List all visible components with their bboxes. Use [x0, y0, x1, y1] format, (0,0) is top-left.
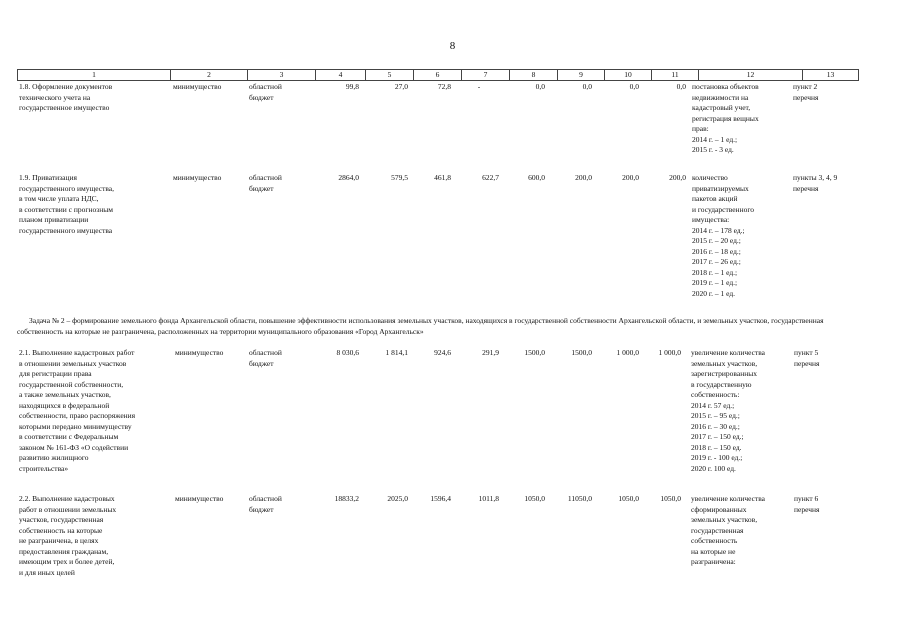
value-2020: 0,0	[676, 82, 686, 91]
reference: пункт 5 перечня	[794, 348, 820, 368]
value-2018: 1500,0	[571, 348, 592, 357]
value-2019: 0,0	[629, 82, 639, 91]
funding-source: областной бюджет	[249, 173, 282, 193]
activity-name: 2.2. Выполнение кадастровых работ в отношении земельных участков, государственная собственность на которые не разграничена, в целях предоставления гражданам, имеющим трех и более детей, и для иных целей	[19, 494, 117, 577]
indicator: постановка объектов недвижимости на кадастровый учет, регистрация вещных прав: 2014 г. – 1 ед.; 2015 г. - 3 ед.	[692, 82, 759, 154]
value-total: 99,8	[345, 82, 359, 91]
column-number: 3	[248, 70, 316, 81]
column-number: 2	[171, 70, 248, 81]
table-row	[17, 494, 862, 589]
reference: пункт 6 перечня	[794, 494, 820, 514]
value-2015: 924,6	[434, 348, 451, 357]
value-2017: 600,0	[528, 173, 545, 182]
reference: пункты 3, 4, 9 перечня	[793, 173, 838, 193]
funding-source: областной бюджет	[249, 348, 282, 368]
activity-name: 2.1. Выполнение кадастровых работ в отношении земельных участков для регистрации права государственной собственности, а также земельных участков, находящихся в федеральной собственности, право распоряжения которыми передано минимуществу в соответствии с Федеральным законом № 161-ФЗ «О содействии развитию жилищного строительства»	[19, 348, 136, 473]
column-number: 1	[18, 70, 171, 81]
activity-name: 1.9. Приватизация государственного имущества, в том числе уплата НДС, в соответствии с прогнозным планом приватизации государственного имущества	[19, 173, 115, 235]
column-number-header	[17, 69, 859, 81]
value-2019: 200,0	[622, 173, 639, 182]
indicator: количество приватизируемых пакетов акций и государственного имущества: 2014 г. – 178 ед.; 2015 г. – 20 ед.; 2016 г. – 18 ед.; 2017 г. – 26 ед.; 2018 г. – 1 ед.; 2019 г. – 1 ед.; 2020 г. – 1 ед.	[692, 173, 754, 298]
value-2017: 1050,0	[524, 494, 545, 503]
table-row	[17, 82, 862, 160]
task-heading: Задача № 2 – формирование земельного фонда Архангельской области, повышение эффективности использования земельных участков, находящихся в государственной собственности Архангельской области, и земельных участков, государственная собственность на которые не разграничена, расположенных на территории муниципального образования «Город Архангельск»	[17, 316, 824, 336]
value-2015: 72,8	[437, 82, 451, 91]
table-row	[17, 348, 862, 483]
column-number: 6	[414, 70, 462, 81]
value-2014: 1 814,1	[385, 348, 408, 357]
value-2018: 200,0	[575, 173, 592, 182]
column-number: 4	[316, 70, 366, 81]
column-number: 12	[699, 70, 803, 81]
activity-name: 1.8. Оформление документов технического учета на государственное имущество	[19, 82, 113, 112]
value-2015: 1596,4	[430, 494, 451, 503]
page-number: 8	[449, 40, 456, 52]
indicator: увеличение количества сформированных земельных участков, государственная собственность на которые не разграничена:	[691, 494, 766, 566]
value-total: 8 030,6	[336, 348, 359, 357]
funding-source: областной бюджет	[249, 494, 282, 514]
executor: минимущество	[173, 173, 222, 182]
value-2017: 0,0	[535, 82, 545, 91]
executor: минимущество	[175, 494, 224, 503]
column-number: 5	[366, 70, 414, 81]
value-2020: 1050,0	[660, 494, 681, 503]
table-row	[17, 173, 862, 303]
value-2016: -	[477, 82, 481, 91]
value-2017: 1500,0	[524, 348, 545, 357]
value-total: 2864,0	[338, 173, 359, 182]
value-2014: 27,0	[394, 82, 408, 91]
value-2016: 291,9	[482, 348, 499, 357]
value-2018: 11050,0	[567, 494, 592, 503]
executor: минимущество	[175, 348, 224, 357]
value-2018: 0,0	[582, 82, 592, 91]
value-2020: 200,0	[669, 173, 686, 182]
value-2016: 622,7	[482, 173, 499, 182]
value-2014: 2025,0	[387, 494, 408, 503]
value-2019: 1 000,0	[616, 348, 639, 357]
column-number: 11	[652, 70, 699, 81]
column-number: 9	[558, 70, 605, 81]
value-2016: 1011,8	[478, 494, 499, 503]
column-number: 10	[605, 70, 652, 81]
column-number: 7	[462, 70, 510, 81]
reference: пункт 2 перечня	[793, 82, 819, 102]
executor: минимущество	[173, 82, 222, 91]
value-2015: 461,8	[434, 173, 451, 182]
indicator: увеличение количества земельных участков, зарегистрированных в государственную собственность: 2014 г. 57 ед.; 2015 г. – 95 ед.; 2016 г. – 30 ед.; 2017 г. – 150 ед.; 2018 г. – 150 ед. 2019 г. - 100 ед.; 2020 г. 100 ед.	[691, 348, 766, 473]
funding-source: областной бюджет	[249, 82, 282, 102]
value-2019: 1050,0	[618, 494, 639, 503]
column-number: 13	[803, 70, 859, 81]
value-total: 18833,2	[334, 494, 359, 503]
column-number: 8	[510, 70, 558, 81]
value-2020: 1 000,0	[658, 348, 681, 357]
value-2014: 579,5	[391, 173, 408, 182]
